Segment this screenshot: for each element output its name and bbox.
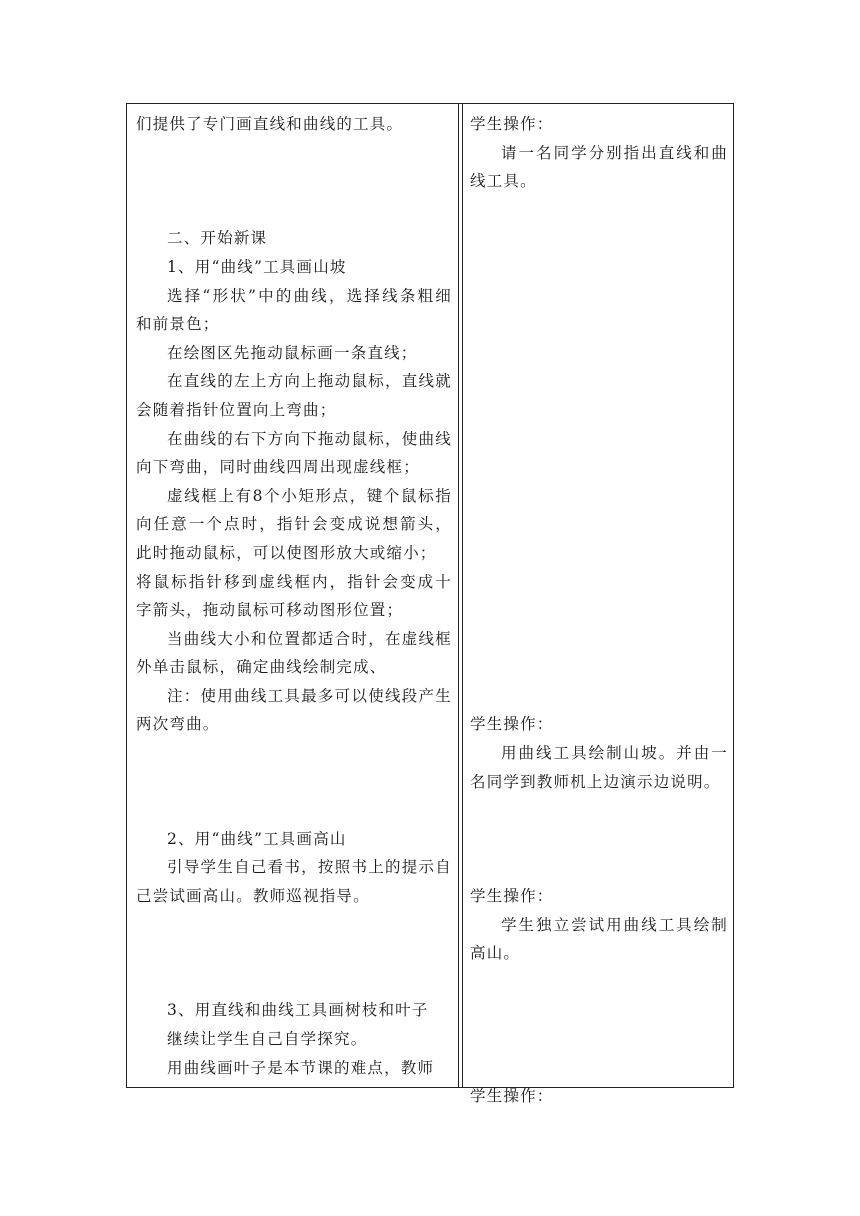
op-text: 请一名同学分别指出直线和曲线工具。 xyxy=(470,143,728,191)
part3-text: 用曲线画叶子是本节课的难点，教师 xyxy=(167,1058,435,1077)
part2-heading: 2、用“曲线”工具画高山 xyxy=(167,829,347,848)
intro-line: 们提供了专门画直线和曲线的工具。 xyxy=(136,115,404,133)
part1-step: 在直线的左上方向上拖动鼠标，直线就会随着指针位置向上弯曲； xyxy=(136,372,452,419)
column-divider xyxy=(458,103,459,1088)
part1-step: 当曲线大小和位置都适合时，在虚线框外单击鼠标，确定曲线绘制完成、 xyxy=(136,629,452,677)
op-text: 用曲线工具绘制山坡。并由一名同学到教师机上边演示边说明。 xyxy=(470,744,728,791)
op-label: 学生操作： xyxy=(470,887,554,906)
part3-text: 继续让学生自己自学探究。 xyxy=(167,1030,368,1048)
part1-step: 选择“形状”中的曲线，选择线条粗细和前景色； xyxy=(136,286,452,334)
part1-heading: 1、用“曲线”工具画山坡 xyxy=(167,257,347,276)
op-text: 学生独立尝试用曲线工具绘制高山。 xyxy=(470,915,728,963)
part1-step: 将鼠标指针移到虚线框内，指针会变成十字箭头，拖动鼠标可移动图形位置； xyxy=(136,572,452,620)
part2-text: 引导学生自己看书，按照书上的提示自己尝试画高山。教师巡视指导。 xyxy=(136,858,452,906)
op-label: 学生操作： xyxy=(470,1087,554,1106)
section-heading: 二、开始新课 xyxy=(167,229,268,248)
column-divider xyxy=(462,103,463,1088)
part1-step: 在绘图区先拖动鼠标画一条直线； xyxy=(167,343,418,362)
teacher-activity-column xyxy=(136,110,452,1082)
op-label: 学生操作： xyxy=(470,115,554,133)
part3-heading: 3、用直线和曲线工具画树枝和叶子 xyxy=(167,1001,429,1020)
student-activity-column xyxy=(470,110,728,1111)
part1-note: 注：使用曲线工具最多可以使线段产生两次弯曲。 xyxy=(136,686,452,734)
part1-step: 虚线框上有8个小矩形点，键个鼠标指向任意一个点时，指针会变成说想箭头，此时拖动鼠标，可以使图形放大或缩小； xyxy=(136,486,452,562)
part1-step: 在曲线的右下方向下拖动鼠标，使曲线向下弯曲，同时曲线四周出现虚线框； xyxy=(136,429,452,477)
op-label: 学生操作： xyxy=(470,715,554,734)
